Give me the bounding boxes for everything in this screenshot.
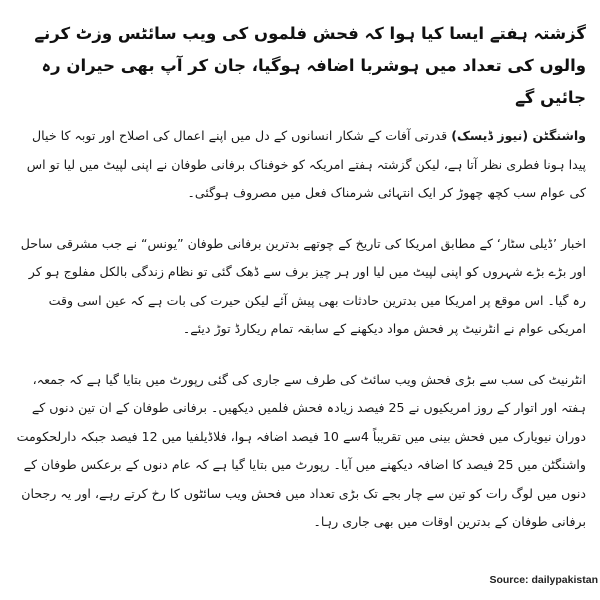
article-paragraph-2-text: اخبار ’ڈیلی سٹار‘ کے مطابق امریکا کی تاریخ کے چوتھے بدترین برفانی طوفان ”یونس“ نے جب مشرقی ساحل اور بڑے بڑے شہروں کو اپنی لپیٹ میں لیا اور ہر چیز برف سے ڈھک گئی تو نظام زندگی بالکل مفلوج ہو کر رہ گیا۔ اس موقع پر امریکا میں بدترین حادثات بھی پیش آئے لیکن حیرت کی بات ہے کہ عین اسی وقت امریکی عوام نے انٹرنیٹ پر فحش مواد دیکھنے کے سابقہ تمام ریکارڈ توڑ دیئے۔ xyxy=(20,235,586,336)
article-headline: گزشتہ ہفتے ایسا کیا ہوا کہ فحش فلموں کی ویب سائٹس وزٹ کرنے والوں کی تعداد میں ہوشربا اضافہ ہوگیا، جان کر آپ بھی حیران رہ جائیں گے xyxy=(34,24,586,107)
article-paragraph-1-text: قدرتی آفات کے شکار انسانوں کے دل میں اپنے اعمال کی اصلاح اور توبہ کا خیال پیدا ہونا فطری نظر آتا ہے، لیکن گزشتہ ہفتے امریکہ کو خوفناک برفانی طوفان نے اپنی لپیٹ میں لیا تو اس کی عوام سب کچھ چھوڑ کر ایک انتہائی شرمناک فعل میں مصروف ہوگئی۔ xyxy=(26,128,586,200)
article-paragraph-1 xyxy=(14,122,586,208)
article-paragraph-3 xyxy=(14,366,586,537)
news-article xyxy=(14,0,586,600)
source-credit: Source: dailypakistan xyxy=(489,574,598,586)
article-paragraph-2 xyxy=(14,230,586,344)
article-dateline: واشنگٹن (نیوز ڈیسک) xyxy=(451,128,586,143)
article-paragraph-3-text: انٹرنیٹ کی سب سے بڑی فحش ویب سائٹ کی طرف سے جاری کی گئی رپورٹ میں بتایا گیا ہے کہ جمعہ، ہفتہ اور اتوار کے روز امریکیوں نے 25 فیصد زیادہ فحش فلمیں دیکھیں۔ برفانی طوفان کے ان تین دنوں کے دوران نیویارک میں فحش بینی میں تقریباً 4سے 10 فیصد اضافہ ہوا، فلاڈیلفیا میں 12 فیصد جبکہ دارلحکومت واشنگٹن میں 25 فیصد کا اضافہ دیکھنے میں آیا۔ رپورٹ میں بتایا گیا ہے کہ عام دنوں کے برعکس طوفان کے دنوں میں لوگ رات کو تین سے چار بجے تک بڑی تعداد میں فحش ویب سائٹوں کا رخ کرتے رہے، اور یہ رجحان برفانی طوفان کے بدترین اوقات میں بھی جاری رہا۔ xyxy=(16,371,586,529)
